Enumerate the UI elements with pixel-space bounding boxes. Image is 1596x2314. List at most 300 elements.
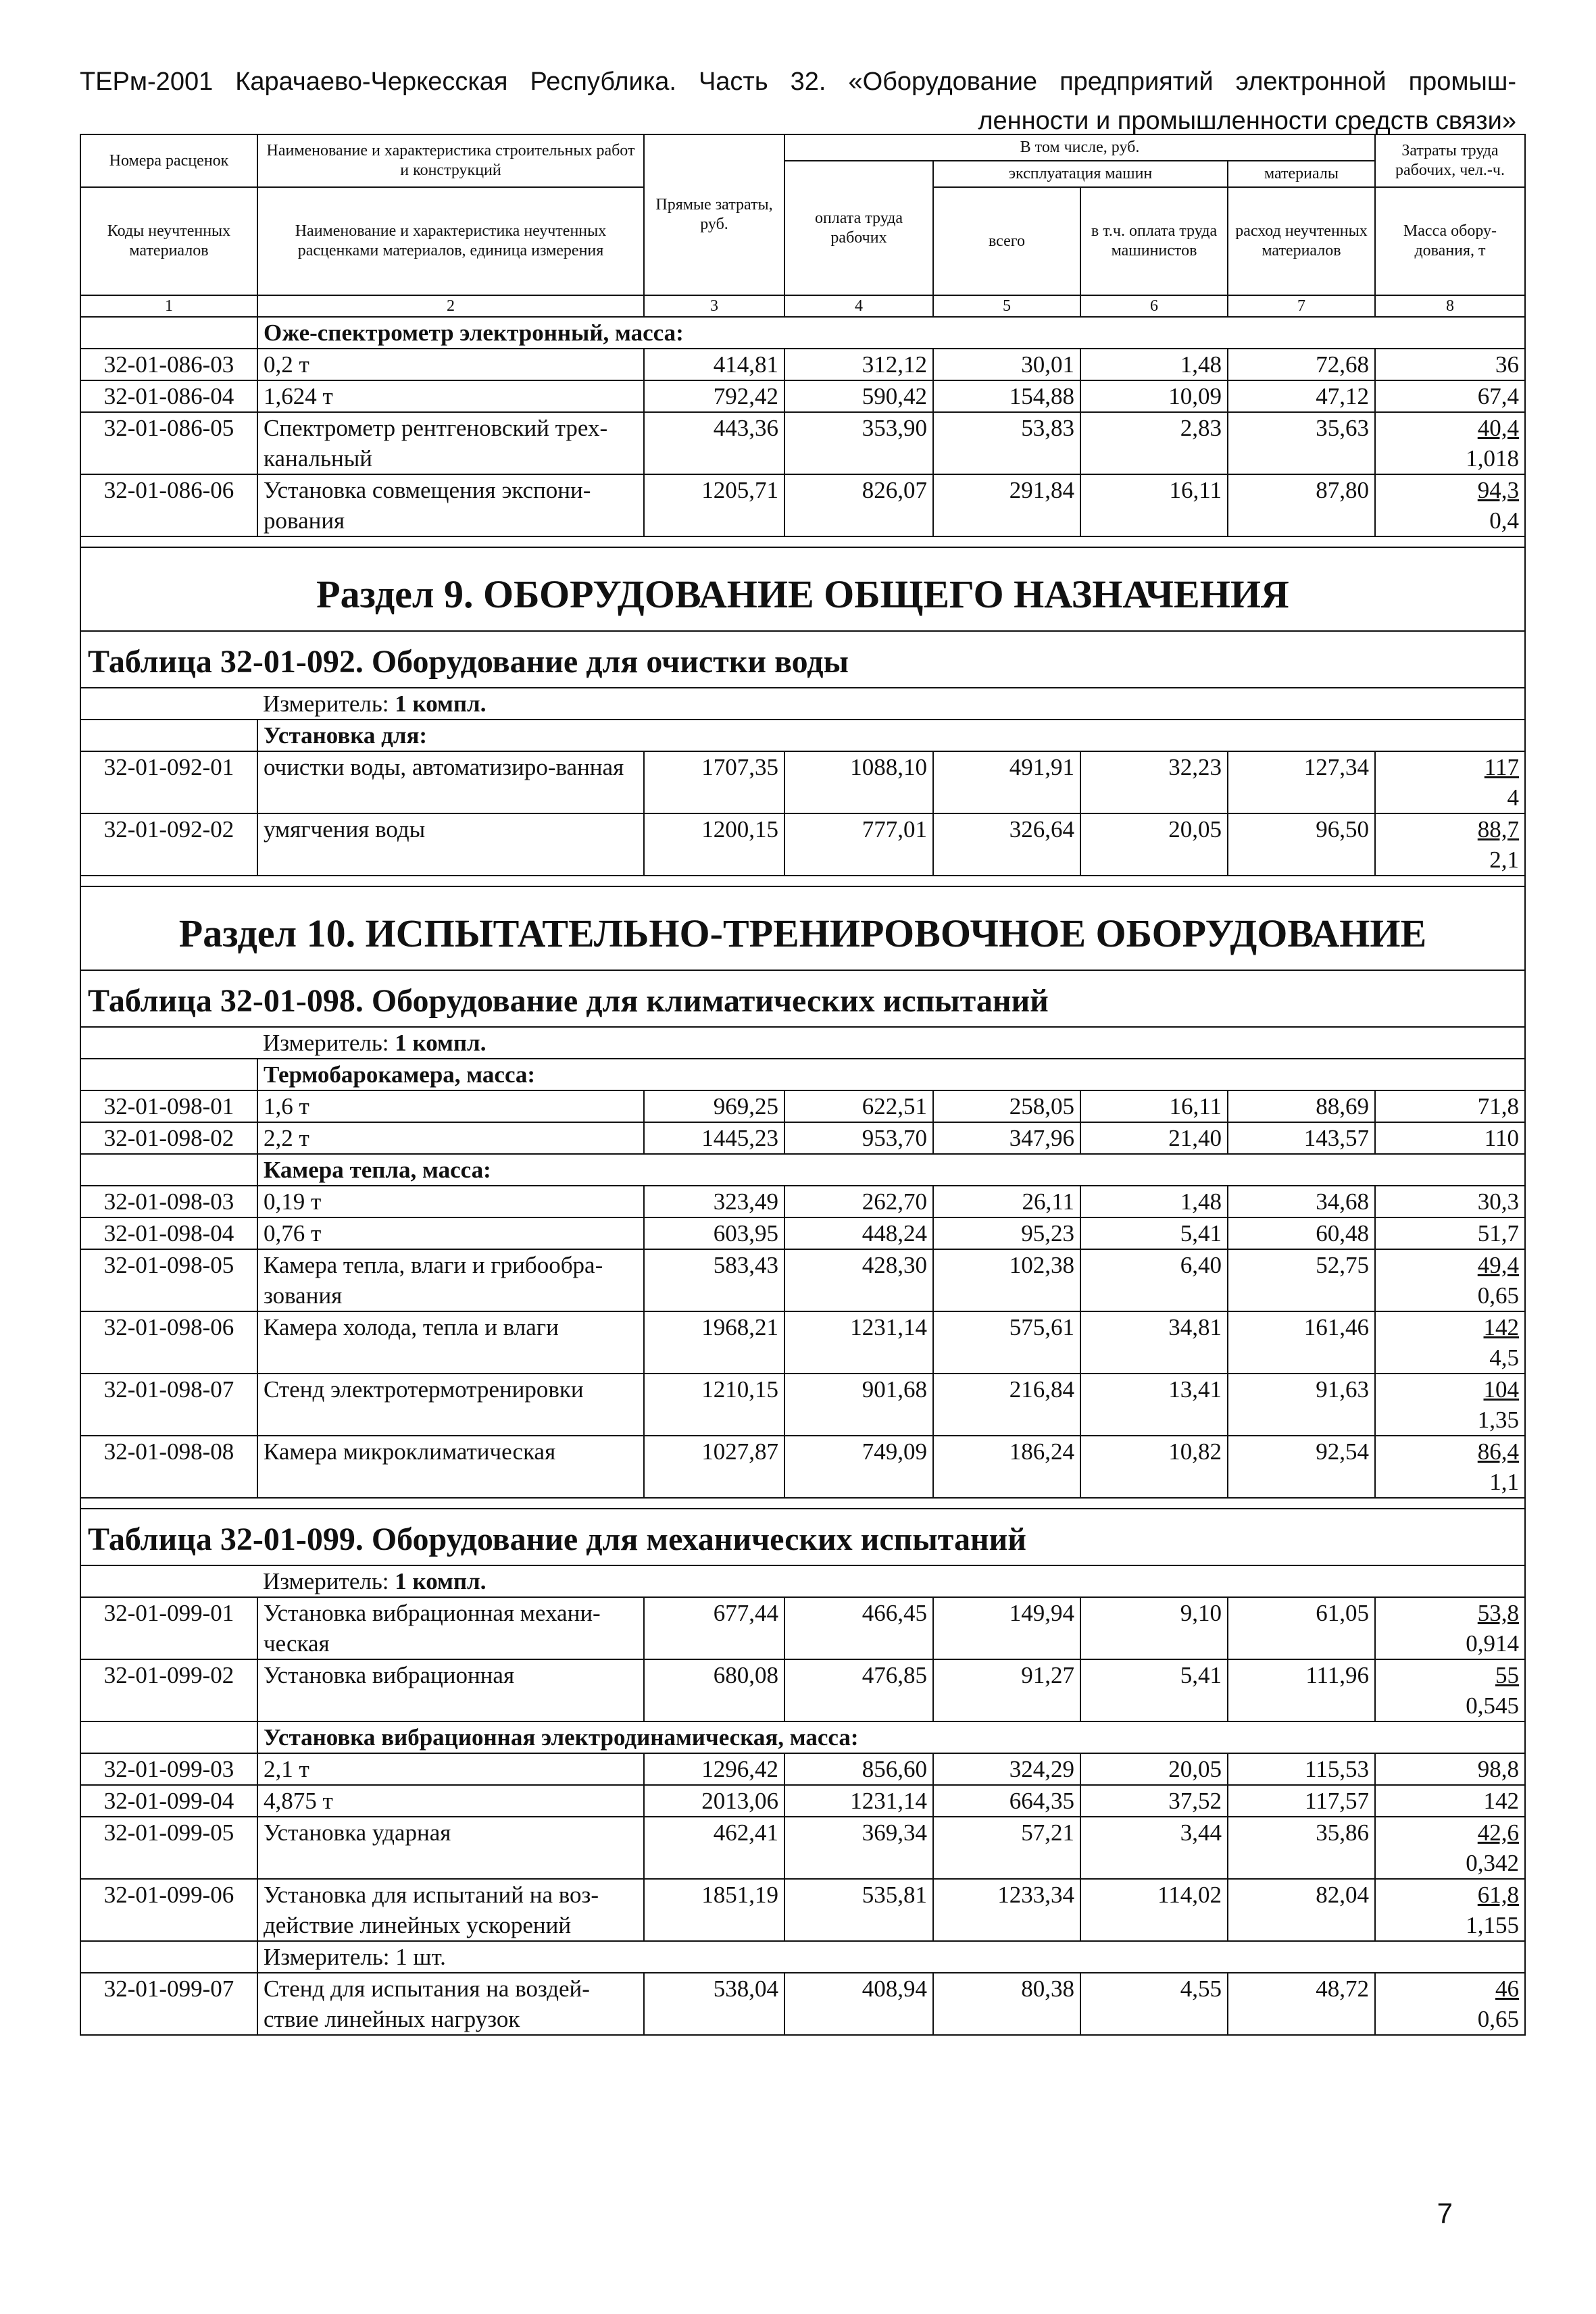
value-c4: 428,30 [784, 1249, 933, 1311]
colnum-3: 3 [644, 295, 784, 317]
labor-mass-cell [1375, 1973, 1525, 2035]
value-c6: 6,40 [1080, 1249, 1228, 1311]
value-c5: 324,29 [933, 1753, 1080, 1785]
labor-value: 46 [1495, 1976, 1519, 2002]
value-c3: 792,42 [644, 380, 784, 412]
group-title-thermobaro: Термобарокамера, масса: [257, 1059, 1525, 1090]
value-c6: 3,44 [1080, 1817, 1228, 1879]
value-c6: 5,41 [1080, 1217, 1228, 1249]
mass-value: 0,914 [1466, 1630, 1519, 1657]
value-c3: 680,08 [644, 1659, 784, 1721]
value-c6: 5,41 [1080, 1659, 1228, 1721]
value-c5: 326,64 [933, 813, 1080, 876]
group-code-empty [80, 1721, 257, 1753]
mass-value: 4,5 [1489, 1344, 1519, 1371]
value-c5: 347,96 [933, 1122, 1080, 1154]
value-c3: 323,49 [644, 1186, 784, 1217]
labor-value: 98,8 [1477, 1756, 1519, 1782]
rate-code: 32-01-086-06 [80, 474, 257, 536]
value-c7: 161,46 [1228, 1311, 1375, 1374]
value-c5: 664,35 [933, 1785, 1080, 1817]
rate-name: 4,875 т [257, 1785, 644, 1817]
value-c3: 969,25 [644, 1090, 784, 1122]
group-title-heat: Камера тепла, масса: [257, 1154, 1525, 1186]
value-c7: 52,75 [1228, 1249, 1375, 1311]
meter-code-empty [80, 1027, 257, 1059]
section10-title-row [80, 886, 1525, 970]
value-c5: 80,38 [933, 1973, 1080, 2035]
header-row-1 [80, 134, 1525, 161]
value-c3: 1707,35 [644, 751, 784, 813]
spacer [80, 1498, 1525, 1509]
rate-name: Установка вибрационная механи-ческая [257, 1597, 644, 1659]
section9-title-row [80, 547, 1525, 631]
value-c6: 4,55 [1080, 1973, 1228, 2035]
value-c5: 30,01 [933, 349, 1080, 380]
meter-code-empty [80, 1565, 257, 1597]
page-header [80, 62, 1516, 141]
labor-mass-cell [1375, 1090, 1525, 1122]
labor-value: 94,3 [1477, 477, 1519, 503]
value-c4: 408,94 [784, 1973, 933, 2035]
meter-row [80, 688, 1525, 720]
labor-value: 49,4 [1477, 1252, 1519, 1278]
table-row [80, 1186, 1525, 1217]
mass-value: 0,342 [1466, 1850, 1519, 1876]
value-c3: 538,04 [644, 1973, 784, 2035]
value-c3: 603,95 [644, 1217, 784, 1249]
rate-code: 32-01-099-03 [80, 1753, 257, 1785]
value-c7: 96,50 [1228, 813, 1375, 876]
value-c5: 53,83 [933, 412, 1080, 474]
incl-header: В том числе, руб. [784, 134, 1375, 161]
value-c3: 414,81 [644, 349, 784, 380]
value-c6: 21,40 [1080, 1122, 1228, 1154]
value-c7: 48,72 [1228, 1973, 1375, 2035]
col3-header: Прямые затраты, руб. [644, 134, 784, 295]
group-row [80, 1059, 1525, 1090]
value-c5: 216,84 [933, 1374, 1080, 1436]
value-c7: 143,57 [1228, 1122, 1375, 1154]
colnum-5: 5 [933, 295, 1080, 317]
table-row [80, 1753, 1525, 1785]
spacer-row [80, 876, 1525, 886]
rate-name: 0,76 т [257, 1217, 644, 1249]
table-row [80, 813, 1525, 876]
meter2-label: Измеритель: 1 шт. [257, 1941, 1525, 1973]
value-c4: 953,70 [784, 1122, 933, 1154]
labor-mass-cell [1375, 1122, 1525, 1154]
group-code-empty [80, 720, 257, 751]
value-c5: 26,11 [933, 1186, 1080, 1217]
colnum-8: 8 [1375, 295, 1525, 317]
value-c3: 1205,71 [644, 474, 784, 536]
value-c7: 111,96 [1228, 1659, 1375, 1721]
meter-value: 1 компл. [395, 1030, 487, 1056]
value-c7: 117,57 [1228, 1785, 1375, 1817]
value-c7: 61,05 [1228, 1597, 1375, 1659]
value-c6: 32,23 [1080, 751, 1228, 813]
meter-label-text: Измеритель: [263, 690, 389, 717]
rate-code: 32-01-098-01 [80, 1090, 257, 1122]
col1-header-bottom: Коды неучтенных материалов [80, 187, 257, 295]
value-c6: 37,52 [1080, 1785, 1228, 1817]
value-c5: 291,84 [933, 474, 1080, 536]
value-c4: 466,45 [784, 1597, 933, 1659]
value-c7: 60,48 [1228, 1217, 1375, 1249]
expl-header: эксплуатация машин [933, 161, 1228, 187]
rate-name: Стенд электротермотренировки [257, 1374, 644, 1436]
labor-mass-cell [1375, 1879, 1525, 1941]
value-c6: 10,09 [1080, 380, 1228, 412]
value-c4: 777,01 [784, 813, 933, 876]
value-c7: 72,68 [1228, 349, 1375, 380]
table-row [80, 1217, 1525, 1249]
meter-value: 1 компл. [395, 1568, 487, 1594]
rate-name: Стенд для испытания на воздей-ствие линейных нагрузок [257, 1973, 644, 2035]
col5-header: всего [933, 187, 1080, 295]
value-c3: 1200,15 [644, 813, 784, 876]
labor-mass-cell [1375, 474, 1525, 536]
rate-name: Камера микроклиматическая [257, 1436, 644, 1498]
rate-code: 32-01-098-06 [80, 1311, 257, 1374]
col1-header-top: Номера расценок [80, 134, 257, 187]
table-row [80, 349, 1525, 380]
rate-code: 32-01-099-07 [80, 1973, 257, 2035]
labor-mass-cell [1375, 1597, 1525, 1659]
meter2-code-empty [80, 1941, 257, 1973]
value-c4: 476,85 [784, 1659, 933, 1721]
value-c7: 34,68 [1228, 1186, 1375, 1217]
value-c7: 35,63 [1228, 412, 1375, 474]
colnum-1: 1 [80, 295, 257, 317]
labor-mass-cell [1375, 751, 1525, 813]
rate-code: 32-01-099-06 [80, 1879, 257, 1941]
rates-table-wrapper [80, 134, 1524, 2036]
labor-mass-cell [1375, 813, 1525, 876]
labor-value: 117 [1484, 754, 1519, 780]
value-c4: 826,07 [784, 474, 933, 536]
value-c3: 462,41 [644, 1817, 784, 1879]
rate-code: 32-01-098-05 [80, 1249, 257, 1311]
table-row [80, 1817, 1525, 1879]
value-c5: 149,94 [933, 1597, 1080, 1659]
rate-name: Установка совмещения экспони-рования [257, 474, 644, 536]
labor-mass-cell [1375, 1311, 1525, 1374]
table-row [80, 1122, 1525, 1154]
labor-mass-cell [1375, 1436, 1525, 1498]
value-c6: 20,05 [1080, 1753, 1228, 1785]
rate-code: 32-01-086-05 [80, 412, 257, 474]
table-099-title: Таблица 32-01-099. Оборудование для механических испытаний [80, 1509, 1525, 1565]
mass-value: 1,1 [1489, 1469, 1519, 1495]
meter-label [257, 688, 1525, 720]
rate-code: 32-01-098-03 [80, 1186, 257, 1217]
table-092-title: Таблица 32-01-092. Оборудование для очистки воды [80, 631, 1525, 688]
value-c6: 34,81 [1080, 1311, 1228, 1374]
rate-name: Установка вибрационная [257, 1659, 644, 1721]
value-c5: 186,24 [933, 1436, 1080, 1498]
mass-value: 0,65 [1477, 2006, 1519, 2032]
rate-code: 32-01-098-08 [80, 1436, 257, 1498]
labor-value: 104 [1483, 1376, 1519, 1403]
spacer-row [80, 1498, 1525, 1509]
colnum-7: 7 [1228, 295, 1375, 317]
col7-header: расход неучтенных материалов [1228, 187, 1375, 295]
value-c4: 590,42 [784, 380, 933, 412]
value-c4: 1231,14 [784, 1785, 933, 1817]
rate-code: 32-01-092-02 [80, 813, 257, 876]
rate-code: 32-01-086-04 [80, 380, 257, 412]
table-row [80, 1249, 1525, 1311]
group-code-empty [80, 1154, 257, 1186]
value-c5: 91,27 [933, 1659, 1080, 1721]
value-c6: 16,11 [1080, 474, 1228, 536]
value-c6: 13,41 [1080, 1374, 1228, 1436]
value-c5: 57,21 [933, 1817, 1080, 1879]
labor-value: 67,4 [1477, 383, 1519, 409]
labor-mass-cell [1375, 1374, 1525, 1436]
value-c6: 9,10 [1080, 1597, 1228, 1659]
mass-value: 1,35 [1477, 1407, 1519, 1433]
value-c4: 448,24 [784, 1217, 933, 1249]
rate-code: 32-01-098-04 [80, 1217, 257, 1249]
table-row [80, 474, 1525, 536]
value-c3: 1445,23 [644, 1122, 784, 1154]
colnum-6: 6 [1080, 295, 1228, 317]
labor-value: 61,8 [1477, 1882, 1519, 1908]
rate-code: 32-01-098-07 [80, 1374, 257, 1436]
group-title-install: Установка для: [257, 720, 1525, 751]
value-c4: 749,09 [784, 1436, 933, 1498]
labor-mass-cell [1375, 1785, 1525, 1817]
value-c4: 312,12 [784, 349, 933, 380]
rate-name: Установка ударная [257, 1817, 644, 1879]
value-c4: 622,51 [784, 1090, 933, 1122]
value-c5: 154,88 [933, 380, 1080, 412]
value-c3: 1027,87 [644, 1436, 784, 1498]
labor-mass-cell [1375, 1249, 1525, 1311]
value-c4: 353,90 [784, 412, 933, 474]
section9-title: Раздел 9. ОБОРУДОВАНИЕ ОБЩЕГО НАЗНАЧЕНИЯ [80, 547, 1525, 631]
mass-value: 0,545 [1466, 1692, 1519, 1719]
value-c7: 92,54 [1228, 1436, 1375, 1498]
rate-name: Спектрометр рентгеновский трех-канальный [257, 412, 644, 474]
rate-code: 32-01-099-02 [80, 1659, 257, 1721]
col4-header: оплата труда рабочих [784, 161, 933, 295]
value-c6: 1,48 [1080, 349, 1228, 380]
value-c4: 535,81 [784, 1879, 933, 1941]
value-c5: 491,91 [933, 751, 1080, 813]
group-title-auger: Оже-спектрометр электронный, масса: [257, 317, 1525, 349]
rate-name: 1,6 т [257, 1090, 644, 1122]
value-c7: 47,12 [1228, 380, 1375, 412]
meter-label [257, 1027, 1525, 1059]
meter-label-text: Измеритель: [263, 1568, 389, 1594]
labor-value: 142 [1483, 1314, 1519, 1340]
table-row [80, 1879, 1525, 1941]
value-c7: 87,80 [1228, 474, 1375, 536]
value-c5: 95,23 [933, 1217, 1080, 1249]
table-row [80, 380, 1525, 412]
table-098-title-row [80, 970, 1525, 1027]
value-c6: 16,11 [1080, 1090, 1228, 1122]
value-c4: 901,68 [784, 1374, 933, 1436]
value-c7: 35,86 [1228, 1817, 1375, 1879]
table-row [80, 1374, 1525, 1436]
labor-value: 36 [1495, 351, 1519, 378]
col2-header-top: Наименование и характеристика строительных работ и конструкций [257, 134, 644, 187]
value-c6: 114,02 [1080, 1879, 1228, 1941]
value-c7: 82,04 [1228, 1879, 1375, 1941]
value-c6: 10,82 [1080, 1436, 1228, 1498]
spacer [80, 876, 1525, 886]
group-row [80, 1721, 1525, 1753]
value-c5: 258,05 [933, 1090, 1080, 1122]
meter-label [257, 1565, 1525, 1597]
meter-row [80, 1565, 1525, 1597]
labor-value: 55 [1495, 1662, 1519, 1688]
value-c4: 856,60 [784, 1753, 933, 1785]
rate-name: Камера тепла, влаги и грибообра-зования [257, 1249, 644, 1311]
value-c4: 369,34 [784, 1817, 933, 1879]
meter2-row [80, 1941, 1525, 1973]
spacer [80, 536, 1525, 547]
table-row [80, 1311, 1525, 1374]
value-c4: 262,70 [784, 1186, 933, 1217]
rate-name: Камера холода, тепла и влаги [257, 1311, 644, 1374]
mat-header: материалы [1228, 161, 1375, 187]
labor-mass-cell [1375, 1186, 1525, 1217]
labor-value: 40,4 [1477, 415, 1519, 441]
table-row [80, 1973, 1525, 2035]
table-row [80, 751, 1525, 813]
value-c4: 1231,14 [784, 1311, 933, 1374]
col6-header: в т.ч. оплата труда машинистов [1080, 187, 1228, 295]
value-c3: 2013,06 [644, 1785, 784, 1817]
header-line-1: ТЕРм-2001 Карачаево-Черкесская Республика. Часть 32. «Оборудование предприятий электронной промыш- [80, 68, 1516, 96]
rate-code: 32-01-098-02 [80, 1122, 257, 1154]
value-c3: 1296,42 [644, 1753, 784, 1785]
labor-value: 30,3 [1477, 1188, 1519, 1215]
rate-name: 2,1 т [257, 1753, 644, 1785]
rate-name: 2,2 т [257, 1122, 644, 1154]
group-title-vibro: Установка вибрационная электродинамическая, масса: [257, 1721, 1525, 1753]
value-c7: 115,53 [1228, 1753, 1375, 1785]
meter-row [80, 1027, 1525, 1059]
value-c5: 575,61 [933, 1311, 1080, 1374]
table-row [80, 1597, 1525, 1659]
rate-code: 32-01-086-03 [80, 349, 257, 380]
table-row [80, 1436, 1525, 1498]
table-row [80, 412, 1525, 474]
mass-value: 0,4 [1489, 507, 1519, 534]
rate-code: 32-01-092-01 [80, 751, 257, 813]
page-number: 7 [1437, 2197, 1453, 2229]
spacer-row [80, 536, 1525, 547]
value-c5: 1233,34 [933, 1879, 1080, 1941]
value-c6: 2,83 [1080, 412, 1228, 474]
value-c7: 127,34 [1228, 751, 1375, 813]
labor-value: 86,4 [1477, 1438, 1519, 1465]
value-c7: 91,63 [1228, 1374, 1375, 1436]
colnum-2: 2 [257, 295, 644, 317]
rate-name: 0,19 т [257, 1186, 644, 1217]
table-row [80, 1659, 1525, 1721]
value-c3: 1851,19 [644, 1879, 784, 1941]
labor-mass-cell [1375, 412, 1525, 474]
group-row [80, 1154, 1525, 1186]
col2-header-bottom: Наименование и характеристика неучтенных расценками материалов, единица измерения [257, 187, 644, 295]
value-c3: 677,44 [644, 1597, 784, 1659]
value-c3: 1210,15 [644, 1374, 784, 1436]
mass-value: 1,155 [1466, 1912, 1519, 1938]
labor-value: 142 [1483, 1788, 1519, 1814]
colnum-4: 4 [784, 295, 933, 317]
value-c7: 88,69 [1228, 1090, 1375, 1122]
labor-value: 42,6 [1477, 1819, 1519, 1846]
mass-value: 1,018 [1466, 445, 1519, 472]
value-c3: 583,43 [644, 1249, 784, 1311]
rate-code: 32-01-099-04 [80, 1785, 257, 1817]
rate-name: 0,2 т [257, 349, 644, 380]
labor-mass-cell [1375, 1659, 1525, 1721]
labor-value: 71,8 [1477, 1093, 1519, 1120]
value-c6: 1,48 [1080, 1186, 1228, 1217]
value-c3: 443,36 [644, 412, 784, 474]
labor-value: 88,7 [1477, 816, 1519, 842]
labor-mass-cell [1375, 1817, 1525, 1879]
group-code-empty [80, 1059, 257, 1090]
group-code-empty [80, 317, 257, 349]
value-c6: 20,05 [1080, 813, 1228, 876]
value-c4: 1088,10 [784, 751, 933, 813]
column-numbers-row [80, 295, 1525, 317]
labor-mass-cell [1375, 1217, 1525, 1249]
col8-header-bottom: Масса обору-дования, т [1375, 187, 1525, 295]
table-row [80, 1090, 1525, 1122]
col8-header-top: Затраты труда рабочих, чел.-ч. [1375, 134, 1525, 187]
rates-table [80, 134, 1526, 2036]
group-row [80, 720, 1525, 751]
table-row [80, 1785, 1525, 1817]
mass-value: 2,1 [1489, 847, 1519, 873]
rate-code: 32-01-099-01 [80, 1597, 257, 1659]
rate-name: умягчения воды [257, 813, 644, 876]
group-row [80, 317, 1525, 349]
value-c5: 102,38 [933, 1249, 1080, 1311]
rate-name: очистки воды, автоматизиро-ванная [257, 751, 644, 813]
mass-value: 0,65 [1477, 1282, 1519, 1309]
table-098-title: Таблица 32-01-098. Оборудование для климатических испытаний [80, 970, 1525, 1027]
labor-mass-cell [1375, 380, 1525, 412]
section10-title: Раздел 10. ИСПЫТАТЕЛЬНО-ТРЕНИРОВОЧНОЕ ОБОРУДОВАНИЕ [80, 886, 1525, 970]
labor-mass-cell [1375, 1753, 1525, 1785]
rate-code: 32-01-099-05 [80, 1817, 257, 1879]
table-099-title-row [80, 1509, 1525, 1565]
mass-value: 4 [1507, 784, 1519, 811]
rate-name: Установка для испытаний на воз-действие линейных ускорений [257, 1879, 644, 1941]
labor-value: 53,8 [1477, 1600, 1519, 1626]
rate-name: 1,624 т [257, 380, 644, 412]
labor-mass-cell [1375, 349, 1525, 380]
meter-label-text: Измеритель: [263, 1030, 389, 1056]
table-092-title-row [80, 631, 1525, 688]
header-line-2: ленности и промышленности средств связи» [978, 107, 1516, 135]
meter-value: 1 компл. [395, 690, 487, 717]
value-c3: 1968,21 [644, 1311, 784, 1374]
labor-value: 51,7 [1477, 1220, 1519, 1247]
